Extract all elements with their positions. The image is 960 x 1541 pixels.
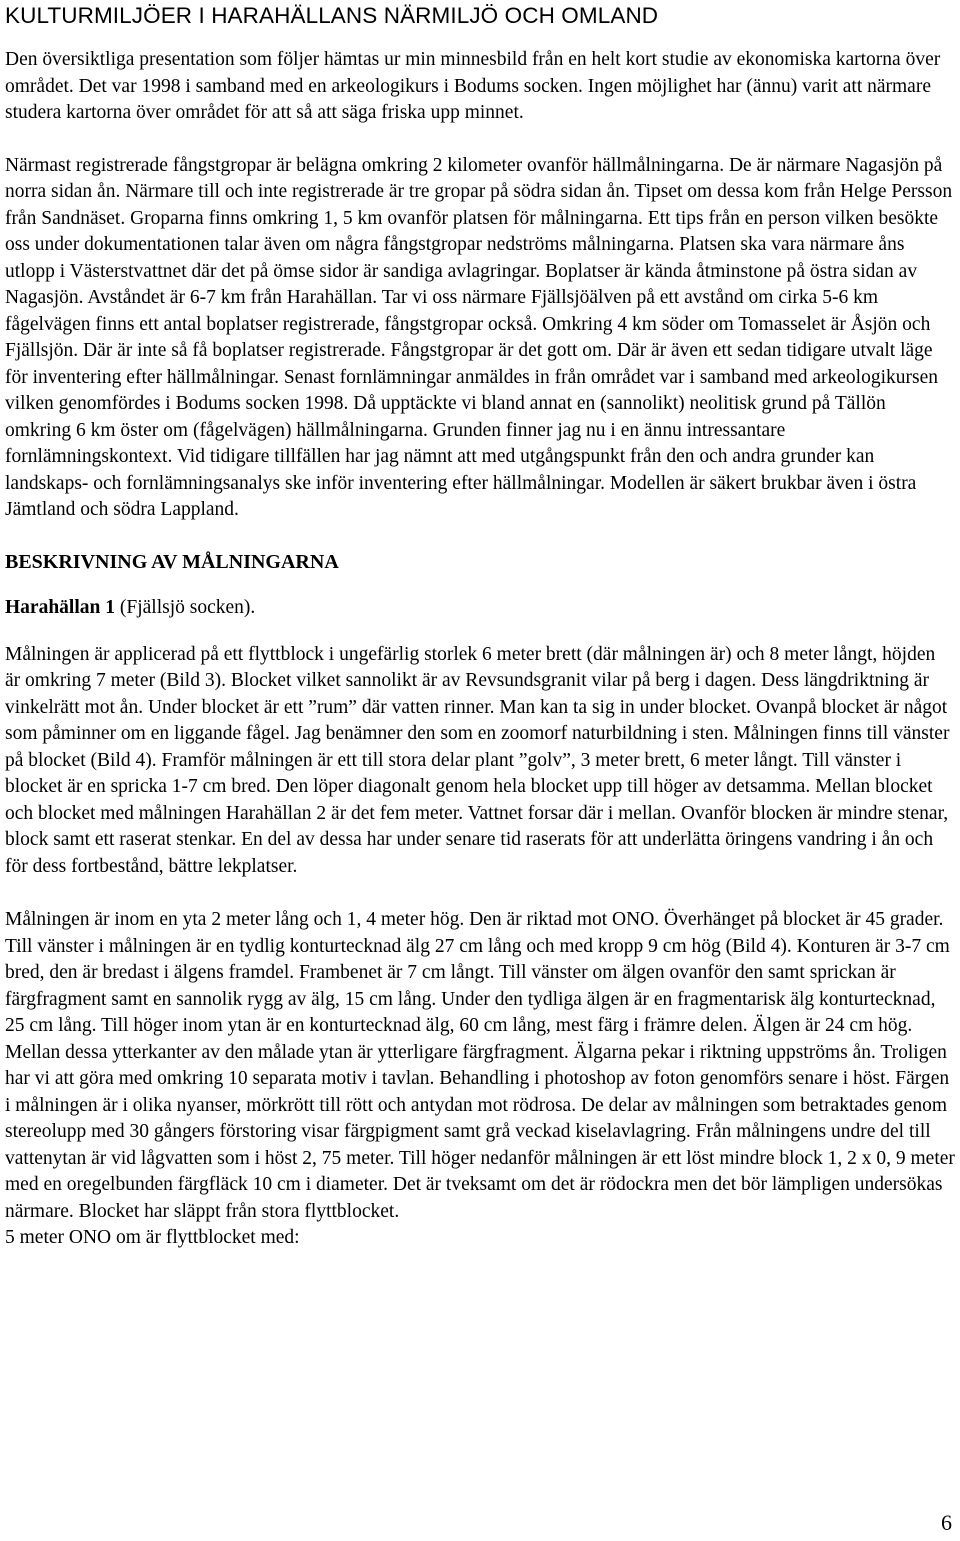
document-page [5,0,955,1252]
paragraph-intro: Den översiktliga presentation som följer hämtas ur min minnesbild från en helt kort studie av ekonomiska kartorna över området. Det var 1998 i samband med en arkeologikurs i Bodums socken. Ingen möjlighet har (ännu) varit att närmare studera kartorna över området för att så att säga friska upp minnet. [5,49,941,123]
section-title: BESKRIVNING AV MÅLNINGARNA [5,550,339,573]
paragraph-block-description: Målningen är applicerad på ett flyttblock i ungefärlig storlek 6 meter brett (där målningen är) och 8 meter långt, höjden är omkring 7 meter (Bild 3). Blocket vilket sannolikt är av Revsundsgranit vilar på berg i dagen. Dess längdriktning är vinkelrätt mot ån. Under blocket är ett ”rum” där vatten rinner. Man kan ta sig in under blocket. Ovanpå blocket är något som påminner om en liggande fågel. Jag benämner den som en zoomorf naturbildning i sten. Målningen finns till vänster på blocket (Bild 4). Framför målningen är ett till stora delar plant ”golv”, 3 meter brett, 6 meter långt. Till vänster i blocket är en spricka 1-7 cm bred. Den löper diagonalt genom hela blocket upp till höger av detsamma. Mellan blocket och blocket med målningen Harahällan 2 är det fem meter. Vattnet forsar där i mellan. Ovanför blocken är mindre stenar, block samt ett raserat stenkar. En del av dessa har under senare tid raserats för att underlätta öringens vandring i ån och för dess fortbestånd, bättre lekplatser. [5,643,950,877]
subsection-parish: (Fjällsjö socken). [114,597,256,618]
paragraph-closing: 5 meter ONO om är flyttblocket med: [5,1227,300,1248]
paragraph-fangstgropar: Närmast registrerade fångstgropar är belägna omkring 2 kilometer ovanför hällmålningarna. De är närmare Nagasjön på norra sidan ån. Närmare till och inte registrerade är tre gropar på södra sidan ån. Tipset om dessa kom från Helge Persson från Sandnäset. Groparna finns omkring 1, 5 km ovanför platsen för målningarna. Ett tips från en person vilken besökte oss under dokumentationen talar även om några fångstgropar nedströms målningarna. Platsen ska vara närmare åns utlopp i Västerstvattnet där det på ömse sidor är sandiga avlagringar. Boplatser är kända åtminstone på östra sidan av Nagasjön. Avståndet är 6-7 km från Harahällan. Tar vi oss närmare Fjällsjöälven på ett avstånd om cirka 5-6 km fågelvägen finns ett antal boplatser registrerade, fångstgropar också. Omkring 4 km söder om Tomasselet är Åsjön och Fjällsjön. Där är inte så få boplatser registrerade. Fångstgropar är det gott om. Där är även ett sedan tidigare utvalt läge för inventering efter hällmålningar. Senast fornlämningar anmäldes in från området var i samband med arkeologikursen vilken genomfördes i Bodums socken 1998. Då upptäckte vi bland annat en (sannolikt) neolitisk grund på Tällön omkring 6 km öster om (fågelvägen) hällmålningarna. Grunden finner jag nu i en ännu intressantare fornlämningskontext. Vid tidigare tillfällen har jag nämnt att med utgångspunkt från den och andra grunder kan landskaps- och fornlämningsanalys ske inför inventering efter hällmålningar. Modellen är säkert brukbar även i östra Jämtland och södra Lappland. [5,154,953,520]
subsection-heading [5,595,955,622]
document-heading: KULTURMILJÖER I HARAHÄLLANS NÄRMILJÖ OCH OMLAND [5,3,659,28]
subsection-title: Harahällan 1 [5,597,115,618]
page-number: 6 [941,1510,952,1535]
paragraph-painting-description: Målningen är inom en yta 2 meter lång och 1, 4 meter hög. Den är riktad mot ONO. Överhänget på blocket är 45 grader. Till vänster i målningen är en tydlig konturtecknad älg 27 cm lång och med kropp 9 cm hög (Bild 4). Konturen är 3-7 cm bred, den är bredast i älgens framdel. Frambenet är 7 cm långt. Till vänster om älgen ovanför den samt sprickan är färgfragment samt en sannolik rygg av älg, 15 cm lång. Under den tydliga älgen är en fragmentarisk älg konturtecknad, 25 cm lång. Till höger inom ytan är en konturtecknad älg, 60 cm lång, mest färg i främre delen. Älgen är 24 cm hög. Mellan dessa ytterkanter av den målade ytan är ytterligare färgfragment. Älgarna pekar i riktning uppströms ån. Troligen har vi att göra med omkring 10 separata motiv i tavlan. Behandling i photoshop av foton genomförs senare i höst. Färgen i målningen är i olika nyanser, mörkrött till rött och antydan mot rödrosa. De delar av målningen som betraktades genom stereolupp med 30 gångers förstoring visar färgpigment samt grå veckad kiselavlagring. Från målningens undre del till vattenytan är vid lågvatten som i höst 2, 75 meter. Till höger nedanför målningen är ett löst mindre block 1, 2 x 0, 9 meter med en oregelbunden färgfläck 10 cm i diameter. Det är tveksamt om det är rödockra men det bör lämpligen undersökas närmare. Blocket har släppt från stora flyttblocket. [5,909,955,1222]
